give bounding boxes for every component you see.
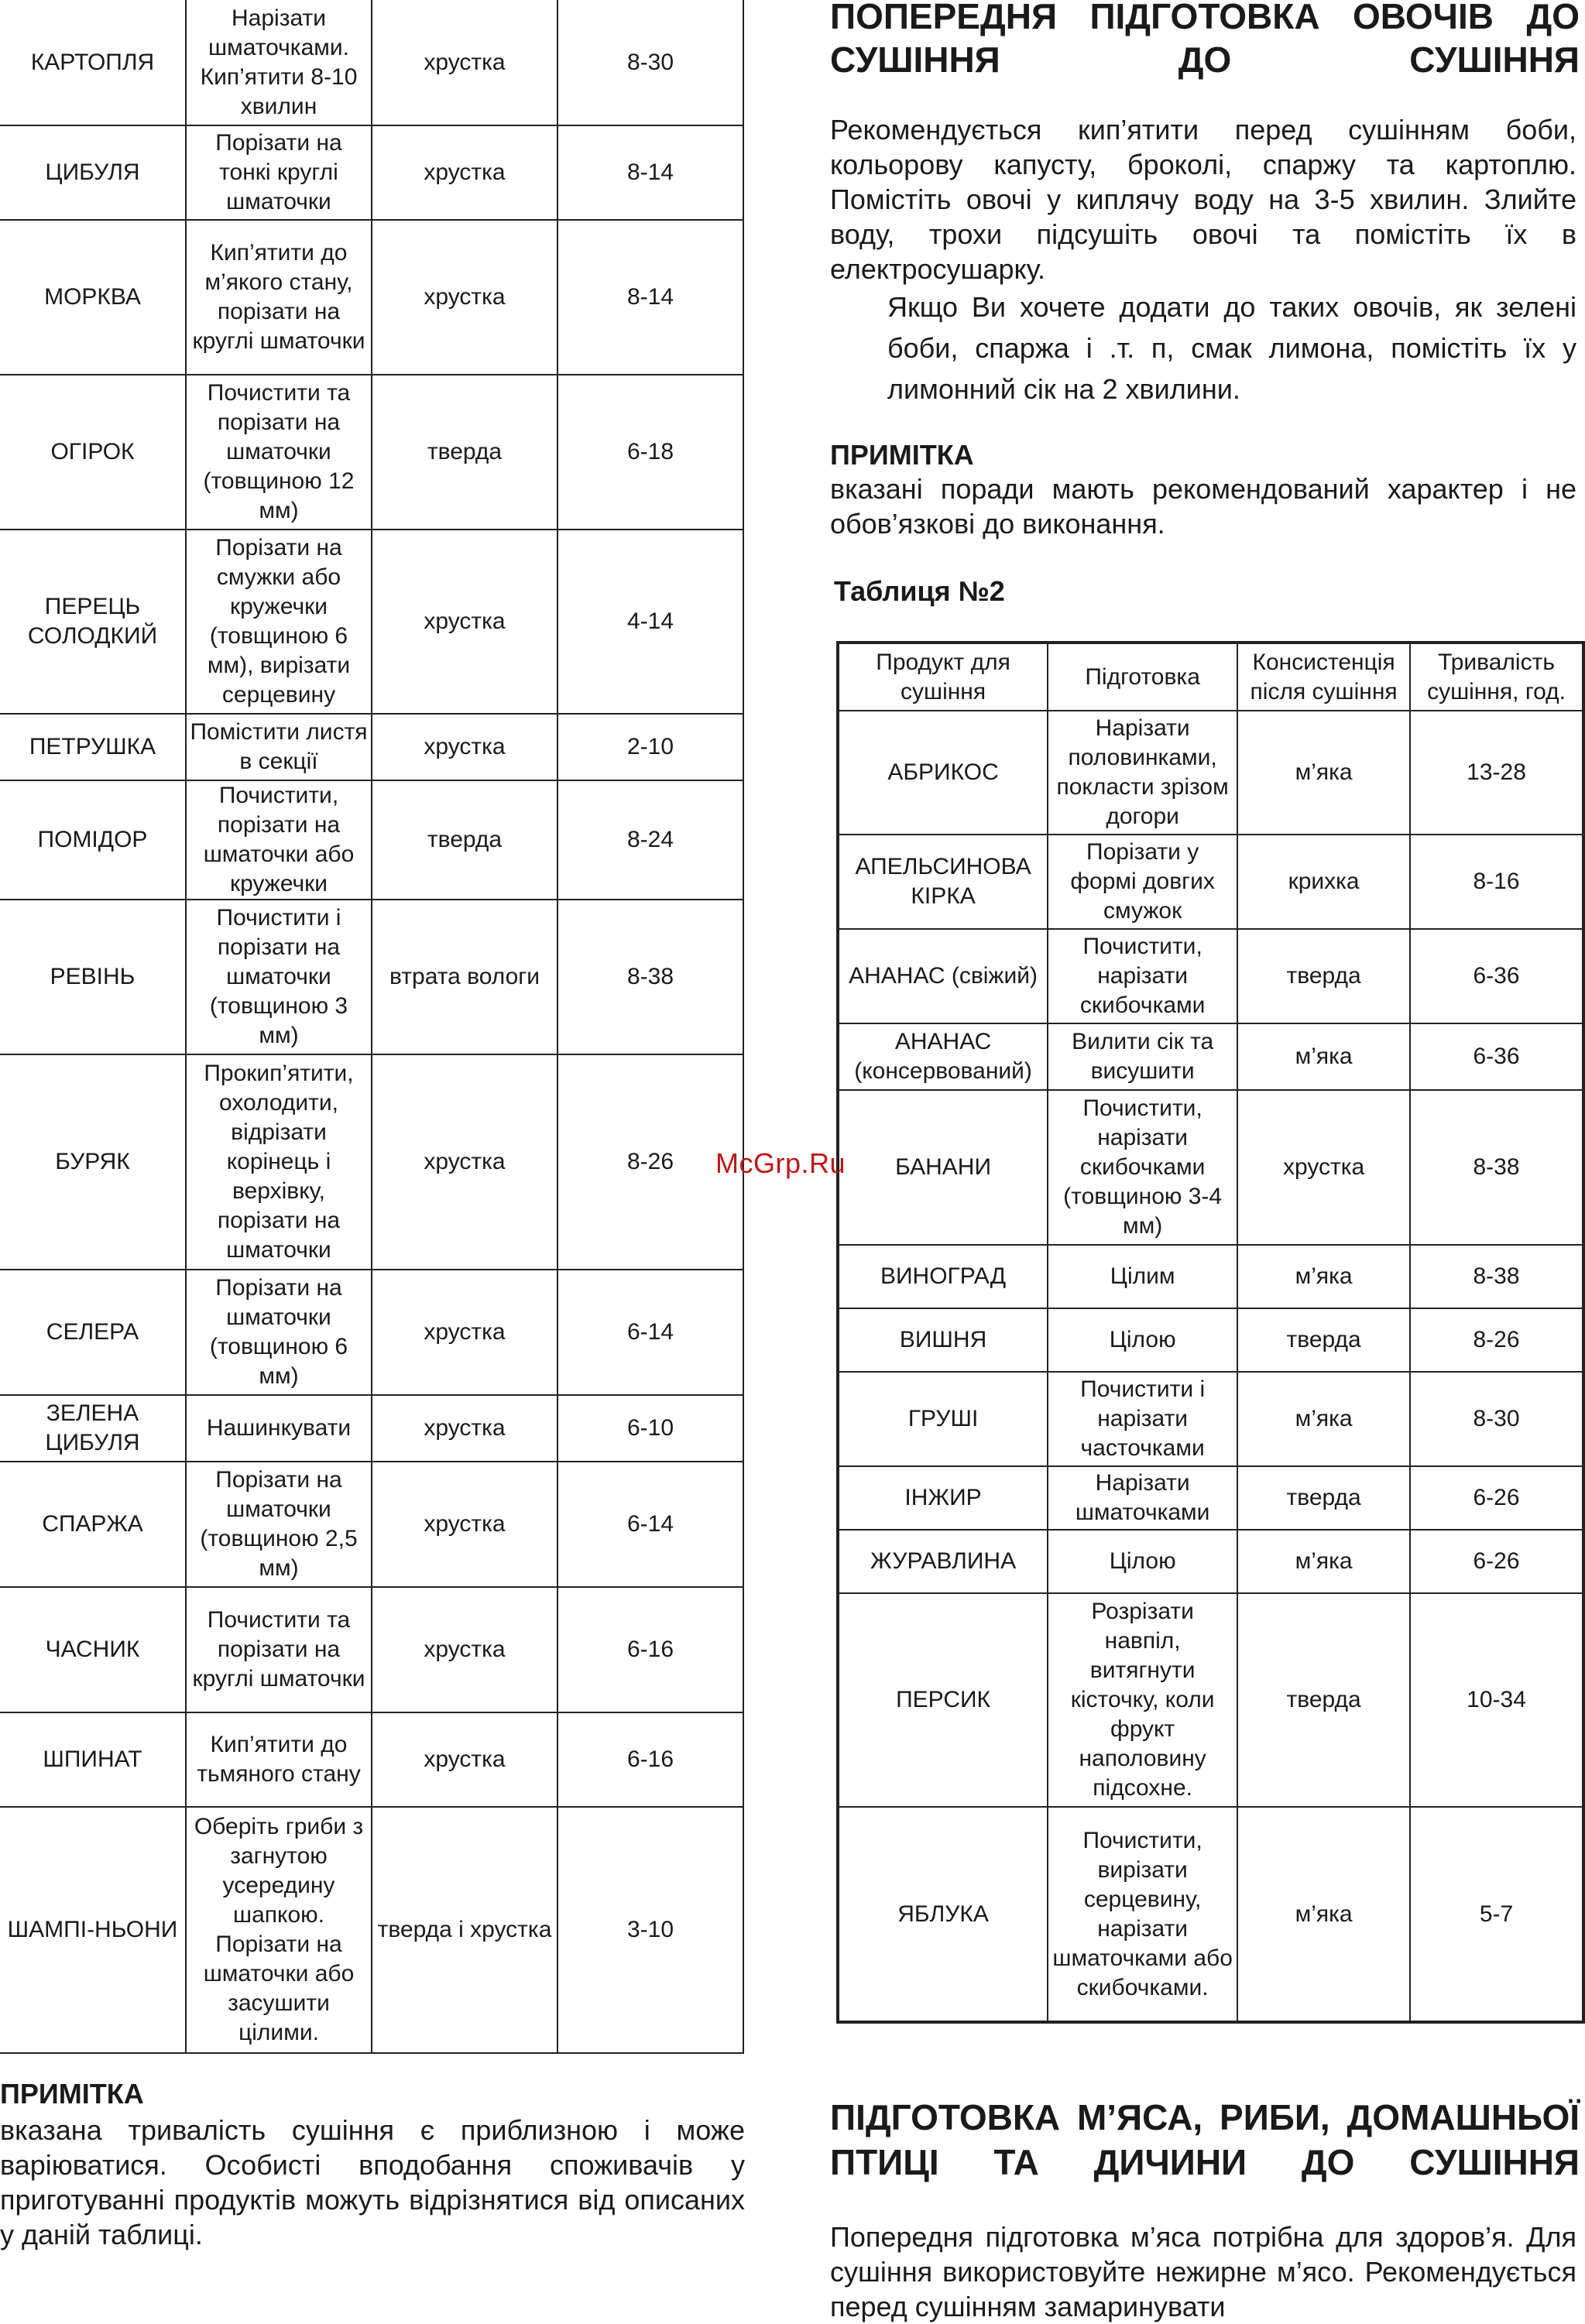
veg-row	[0, 375, 743, 530]
left-note-text: вказана тривалість сушіння є приблизною і може варіюватися. Особисті вподобання споживачів у приготуванні продуктів можуть відрізнятися від описаних у даній таблиці.	[0, 2114, 745, 2250]
consistency-cell: тверда	[1237, 1466, 1410, 1530]
fruit-row	[838, 1372, 1583, 1466]
header-consistency: Консистенція після сушіння	[1237, 643, 1410, 711]
preparation-cell: Порізати на шматочки (товщиною 6 мм)	[186, 1270, 372, 1395]
veg-row	[0, 1395, 743, 1462]
consistency-cell: хрустка	[372, 530, 557, 714]
preparation-cell: Порізати на шматочки (товщиною 2,5 мм)	[186, 1462, 372, 1587]
meat-prep-paragraph: Попередня підготовка м’яса потрібна для здоров’я. Для сушіння використовуйте нежирне м’ясо. Рекомендується перед сушінням замаринувати	[830, 2221, 1576, 2322]
preparation-cell: Цілою	[1048, 1308, 1237, 1372]
consistency-cell: хрустка	[372, 1587, 557, 1712]
product-cell: АПЕЛЬСИНОВА КІРКА	[838, 835, 1048, 929]
header-duration: Тривалість сушіння, год.	[1410, 643, 1583, 711]
consistency-cell: м’яка	[1237, 1372, 1410, 1466]
veg-row	[0, 780, 743, 900]
product-cell: ЯБЛУКА	[838, 1807, 1048, 2022]
consistency-cell: хрустка	[372, 1395, 557, 1462]
duration-cell: 6-14	[557, 1462, 743, 1587]
product-cell: КАРТОПЛЯ	[0, 0, 186, 125]
preparation-cell: Нарізати шматочками. Кип’ятити 8-10 хвилин	[186, 0, 372, 125]
veg-row	[0, 1462, 743, 1587]
vegetables-drying-table	[0, 0, 744, 2054]
consistency-cell: тверда	[1237, 1308, 1410, 1372]
veg-row	[0, 1587, 743, 1712]
fruit-row	[838, 1466, 1583, 1530]
preparation-cell: Нарізати половинками, покласти зрізом догори	[1048, 711, 1237, 835]
consistency-cell: м’яка	[1237, 1023, 1410, 1090]
veg-row	[0, 1054, 743, 1270]
fruit-table-header-row	[838, 643, 1583, 711]
watermark-text: McGrp.Ru	[715, 1147, 846, 1179]
table-2-title: Таблиця №2	[834, 575, 1005, 607]
duration-cell: 13-28	[1410, 711, 1583, 835]
veg-row	[0, 1270, 743, 1395]
preparation-cell: Почистити, вирізати серцевину, нарізати шматочками або скибочками.	[1048, 1807, 1237, 2022]
veg-prep-paragraph-2: Якщо Ви хочете додати до таких овочів, як зелені боби, спаржа і .т. п, смак лимона, помістіть їх у лимонний сік на 2 хвилини.	[887, 291, 1576, 405]
fruits-drying-table	[836, 641, 1585, 2024]
duration-cell: 10-34	[1410, 1593, 1583, 1807]
duration-cell: 8-30	[557, 0, 743, 125]
duration-cell: 8-30	[1410, 1372, 1583, 1466]
consistency-cell: хрустка	[372, 1712, 557, 1807]
duration-cell: 8-14	[557, 125, 743, 220]
veg-row	[0, 1807, 743, 2053]
fruit-row	[838, 1593, 1583, 1807]
preparation-cell: Оберіть гриби з загнутою усередину шапкою. Порізати на шматочки або засушити цілими.	[186, 1807, 372, 2053]
preparation-cell: Почистити, нарізати скибочками	[1048, 929, 1237, 1023]
consistency-cell: м’яка	[1237, 1245, 1410, 1308]
product-cell: РЕВІНЬ	[0, 900, 186, 1054]
preparation-cell: Почистити та порізати на шматочки (товщиною 12 мм)	[186, 375, 372, 530]
duration-cell: 6-16	[557, 1587, 743, 1712]
duration-cell: 6-36	[1410, 1023, 1583, 1090]
product-cell: ПЕТРУШКА	[0, 714, 186, 780]
fruit-row	[838, 929, 1583, 1023]
consistency-cell: втрата вологи	[372, 900, 557, 1054]
preparation-cell: Порізати на тонкі круглі шматочки	[186, 125, 372, 220]
product-cell: ШАМПІ-НЬОНИ	[0, 1807, 186, 2053]
fruit-row	[838, 1090, 1583, 1245]
consistency-cell: хрустка	[372, 220, 557, 375]
veg-row	[0, 1712, 743, 1807]
preparation-cell: Цілою	[1048, 1530, 1237, 1593]
consistency-cell: крихка	[1237, 835, 1410, 929]
duration-cell: 6-36	[1410, 929, 1583, 1023]
fruit-row	[838, 1530, 1583, 1593]
fruit-table-body	[838, 711, 1583, 2022]
consistency-cell: хрустка	[372, 714, 557, 780]
consistency-cell: м’яка	[1237, 1530, 1410, 1593]
veg-prep-paragraph-1: Рекомендується кип’ятити перед сушінням боби, кольорову капусту, броколі, спаржу та картоплю. Помістіть овочі у киплячу воду на 3-5 хвилин. Злийте воду, трохи підсушіть овочі та помістіть їх в електросушарку.	[830, 114, 1576, 285]
preparation-cell: Кип’ятити до тьмяного стану	[186, 1712, 372, 1807]
product-cell: ВИНОГРАД	[838, 1245, 1048, 1308]
duration-cell: 6-16	[557, 1712, 743, 1807]
fruit-row	[838, 711, 1583, 835]
preparation-cell: Почистити, нарізати скибочками (товщиною 3-4 мм)	[1048, 1090, 1237, 1245]
fruit-row	[838, 1807, 1583, 2022]
duration-cell: 8-26	[1410, 1308, 1583, 1372]
duration-cell: 8-38	[557, 900, 743, 1054]
duration-cell: 8-26	[557, 1054, 743, 1270]
product-cell: МОРКВА	[0, 220, 186, 375]
duration-cell: 5-7	[1410, 1807, 1583, 2022]
consistency-cell: хрустка	[372, 1270, 557, 1395]
preparation-cell: Почистити, порізати на шматочки або кружечки	[186, 780, 372, 900]
product-cell: АНАНАС (консервований)	[838, 1023, 1048, 1090]
duration-cell: 8-38	[1410, 1245, 1583, 1308]
consistency-cell: м’яка	[1237, 1807, 1410, 2022]
fruit-row	[838, 1023, 1583, 1090]
vegetables-table-body	[0, 0, 743, 2053]
veg-prep-heading: ПОПЕРЕДНЯ ПІДГОТОВКА ОВОЧІВ ДО СУШІННЯ ДО СУШІННЯ	[830, 0, 1580, 80]
duration-cell: 6-10	[557, 1395, 743, 1462]
preparation-cell: Нарізати шматочками	[1048, 1466, 1237, 1530]
product-cell: ПОМІДОР	[0, 780, 186, 900]
fruit-row	[838, 1308, 1583, 1372]
consistency-cell: хрустка	[372, 1054, 557, 1270]
consistency-cell: тверда	[1237, 929, 1410, 1023]
preparation-cell: Порізати у формі довгих смужок	[1048, 835, 1237, 929]
consistency-cell: хрустка	[372, 1462, 557, 1587]
preparation-cell: Прокип’ятити, охолодити, відрізати корінець і верхівку, порізати на шматочки	[186, 1054, 372, 1270]
preparation-cell: Цілим	[1048, 1245, 1237, 1308]
product-cell: ІНЖИР	[838, 1466, 1048, 1530]
duration-cell: 8-16	[1410, 835, 1583, 929]
veg-note-text: вказані поради мають рекомендований характер і не обов’язкові до виконання.	[830, 473, 1576, 540]
product-cell: ПЕРСИК	[838, 1593, 1048, 1807]
duration-cell: 4-14	[557, 530, 743, 714]
product-cell: ГРУШІ	[838, 1372, 1048, 1466]
consistency-cell: тверда	[1237, 1593, 1410, 1807]
veg-row	[0, 530, 743, 714]
preparation-cell: Почистити і порізати на шматочки (товщиною 3 мм)	[186, 900, 372, 1054]
veg-note-title: ПРИМІТКА	[830, 439, 974, 471]
product-cell: ВИШНЯ	[838, 1308, 1048, 1372]
product-cell: ЖУРАВЛИНА	[838, 1530, 1048, 1593]
product-cell: СПАРЖА	[0, 1462, 186, 1587]
product-cell: ЦИБУЛЯ	[0, 125, 186, 220]
duration-cell: 8-38	[1410, 1090, 1583, 1245]
fruit-row	[838, 1245, 1583, 1308]
duration-cell: 6-14	[557, 1270, 743, 1395]
preparation-cell: Вилити сік та висушити	[1048, 1023, 1237, 1090]
header-preparation: Підготовка	[1048, 643, 1237, 711]
duration-cell: 8-24	[557, 780, 743, 900]
preparation-cell: Помістити листя в секції	[186, 714, 372, 780]
product-cell: ЗЕЛЕНА ЦИБУЛЯ	[0, 1395, 186, 1462]
consistency-cell: хрустка	[372, 0, 557, 125]
fruit-row	[838, 835, 1583, 929]
consistency-cell: м’яка	[1237, 711, 1410, 835]
veg-row	[0, 125, 743, 220]
veg-row	[0, 0, 743, 125]
consistency-cell: тверда і хрустка	[372, 1807, 557, 2053]
product-cell: ЧАСНИК	[0, 1587, 186, 1712]
consistency-cell: тверда	[372, 780, 557, 900]
duration-cell: 6-26	[1410, 1466, 1583, 1530]
product-cell: БУРЯК	[0, 1054, 186, 1270]
left-note-title: ПРИМІТКА	[0, 2078, 144, 2110]
duration-cell: 3-10	[557, 1807, 743, 2053]
veg-row	[0, 714, 743, 780]
duration-cell: 2-10	[557, 714, 743, 780]
preparation-cell: Почистити та порізати на круглі шматочки	[186, 1587, 372, 1712]
product-cell: АБРИКОС	[838, 711, 1048, 835]
product-cell: ПЕРЕЦЬ СОЛОДКИЙ	[0, 530, 186, 714]
product-cell: ШПИНАТ	[0, 1712, 186, 1807]
product-cell: СЕЛЕРА	[0, 1270, 186, 1395]
meat-prep-heading: ПІДГОТОВКА М’ЯСА, РИБИ, ДОМАШНЬОЇ ПТИЦІ ТА ДИЧИНИ ДО СУШІННЯ	[830, 2097, 1580, 2182]
product-cell: ОГІРОК	[0, 375, 186, 530]
preparation-cell: Кип’ятити до м’якого стану, порізати на круглі шматочки	[186, 220, 372, 375]
veg-row	[0, 220, 743, 375]
consistency-cell: хрустка	[372, 125, 557, 220]
consistency-cell: тверда	[372, 375, 557, 530]
preparation-cell: Розрізати навпіл, витягнути кісточку, коли фрукт наполовину підсохне.	[1048, 1593, 1237, 1807]
product-cell: БАНАНИ	[838, 1090, 1048, 1245]
preparation-cell: Почистити і нарізати часточками	[1048, 1372, 1237, 1466]
consistency-cell: хрустка	[1237, 1090, 1410, 1245]
veg-row	[0, 900, 743, 1054]
duration-cell: 8-14	[557, 220, 743, 375]
header-product: Продукт для сушіння	[838, 643, 1048, 711]
product-cell: АНАНАС (свіжий)	[838, 929, 1048, 1023]
duration-cell: 6-26	[1410, 1530, 1583, 1593]
preparation-cell: Нашинкувати	[186, 1395, 372, 1462]
duration-cell: 6-18	[557, 375, 743, 530]
preparation-cell: Порізати на смужки або кружечки (товщиною 6 мм), вирізати серцевину	[186, 530, 372, 714]
